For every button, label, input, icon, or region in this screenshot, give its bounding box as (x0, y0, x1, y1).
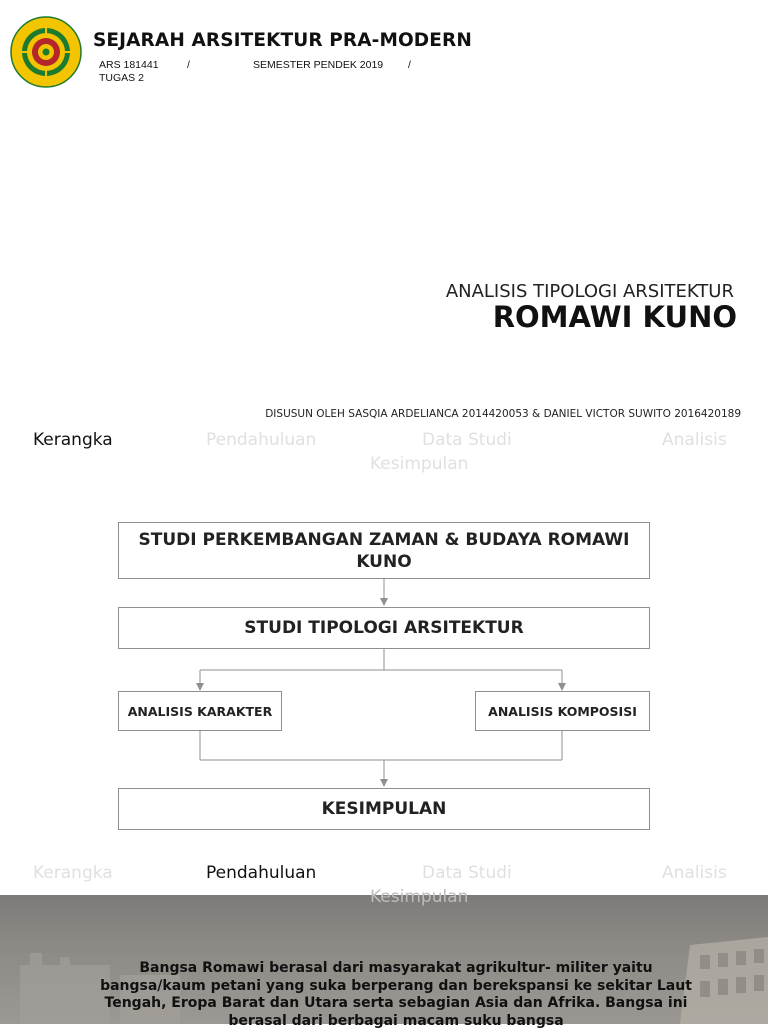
flow-branch-analisis-karakter: ANALISIS KARAKTER (118, 691, 282, 731)
flow-step-kesimpulan: KESIMPULAN (118, 788, 650, 830)
course-title: SEJARAH ARSITEKTUR PRA-MODERN (93, 30, 472, 51)
authors-line: DISUSUN OLEH SASQIA ARDELIANCA 2014420053 & DANIEL VICTOR SUWITO 2016420189 (265, 408, 741, 420)
separator-2: / (408, 59, 411, 71)
nav-pendahuluan[interactable]: Pendahuluan (206, 430, 317, 450)
course-code: ARS 181441 (99, 59, 159, 71)
document-subtitle: ANALISIS TIPOLOGI ARSITEKTUR (445, 281, 734, 302)
nav-analisis[interactable]: Analisis (662, 430, 727, 450)
task-label: TUGAS 2 (99, 72, 144, 84)
nav-data-studi[interactable]: Data Studi (422, 430, 512, 450)
flow-branch-analisis-komposisi: ANALISIS KOMPOSISI (475, 691, 650, 731)
nav-pendahuluan-2[interactable]: Pendahuluan (206, 863, 317, 883)
document-title: ROMAWI KUNO (492, 300, 737, 334)
nav-data-studi-2[interactable]: Data Studi (422, 863, 512, 883)
intro-paragraph: Bangsa Romawi berasal dari masyarakat agrikultur- militer yaitu bangsa/kaum petani yang suka berperang dan berekspansi ke sekitar Laut Tengah, Eropa Barat dan Utara serta sebagian Asia dan Afrika. Bangsa ini berasal dari berbagai macam suku bangsa (100, 960, 692, 1029)
nav-kerangka-2[interactable]: Kerangka (33, 863, 113, 883)
nav-analisis-2[interactable]: Analisis (662, 863, 727, 883)
separator-1: / (187, 59, 190, 71)
flow-step-studi-perkembangan: STUDI PERKEMBANGAN ZAMAN & BUDAYA ROMAWI KUNO (118, 522, 650, 579)
flow-step-studi-tipologi: STUDI TIPOLOGI ARSITEKTUR (118, 607, 650, 649)
nav-kesimpulan-2[interactable]: Kesimpulan (370, 887, 469, 907)
nav-kerangka[interactable]: Kerangka (33, 430, 113, 450)
semester-label: SEMESTER PENDEK 2019 (253, 59, 384, 71)
nav-kesimpulan[interactable]: Kesimpulan (370, 454, 469, 474)
